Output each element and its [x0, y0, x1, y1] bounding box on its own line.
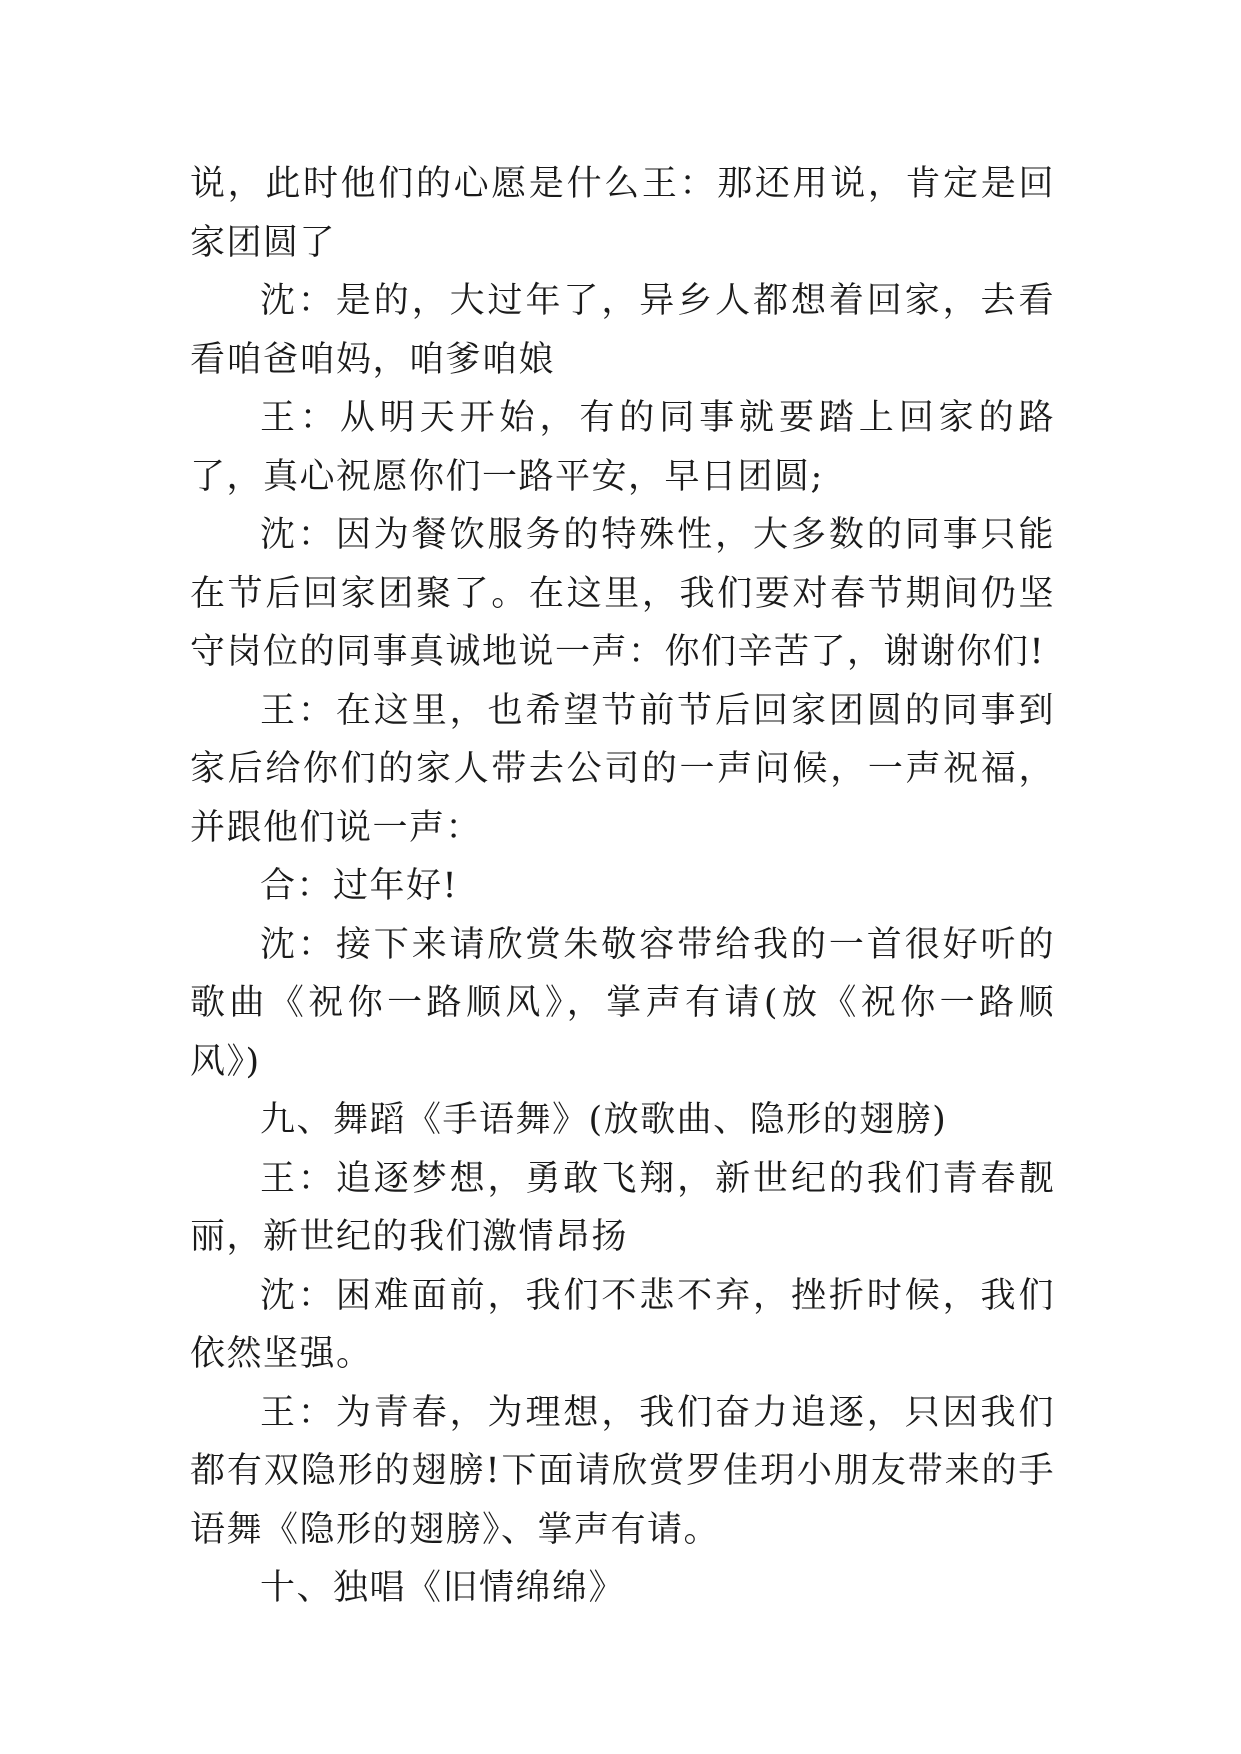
- paragraph-continuation: 说，此时他们的心愿是什么王：那还用说，肯定是回家团圆了: [190, 164, 1055, 263]
- paragraph-shen-thanks: 沈：因为餐饮服务的特殊性，大多数的同事只能在节后回家团聚了。在这里，我们要对春节期间仍坚守岗位的同事真诚地说一声：你们辛苦了，谢谢你们!: [190, 515, 1055, 672]
- paragraph-together: 合：过年好!: [260, 866, 459, 906]
- document-page: [190, 155, 1055, 1618]
- paragraph-shen-go-home: 沈：是的，大过年了，异乡人都想着回家，去看看咱爸咱妈，咱爹咱娘: [190, 281, 1055, 380]
- paragraph-wang-wings: 王：为青春，为理想，我们奋力追逐，只因我们都有双隐形的翅膀!下面请欣赏罗佳玥小朋友带来的手语舞《隐形的翅膀》、掌声有请。: [190, 1392, 1055, 1550]
- paragraph-wang-safe-journey: 王：从明天开始，有的同事就要踏上回家的路了，真心祝愿你们一路平安，早日团圆;: [190, 398, 1055, 497]
- paragraph-shen-strong: 沈：困难面前，我们不悲不弃，挫折时候，我们依然坚强。: [190, 1275, 1055, 1374]
- section-heading-ten: 十、独唱《旧情绵绵》: [260, 1568, 626, 1608]
- section-heading-nine: 九、舞蹈《手语舞》(放歌曲、隐形的翅膀): [260, 1100, 948, 1140]
- paragraph-wang-greetings: 王：在这里，也希望节前节后回家团圆的同事到家后给你们的家人带去公司的一声问候，一声祝福，并跟他们说一声：: [190, 690, 1055, 848]
- paragraph-wang-dreams: 王：追逐梦想，勇敢飞翔，新世纪的我们青春靓丽，新世纪的我们激情昂扬: [190, 1158, 1055, 1257]
- paragraph-shen-song-intro: 沈：接下来请欣赏朱敬容带给我的一首很好听的歌曲《祝你一路顺风》，掌声有请(放《祝你一路顺风》): [190, 924, 1055, 1082]
